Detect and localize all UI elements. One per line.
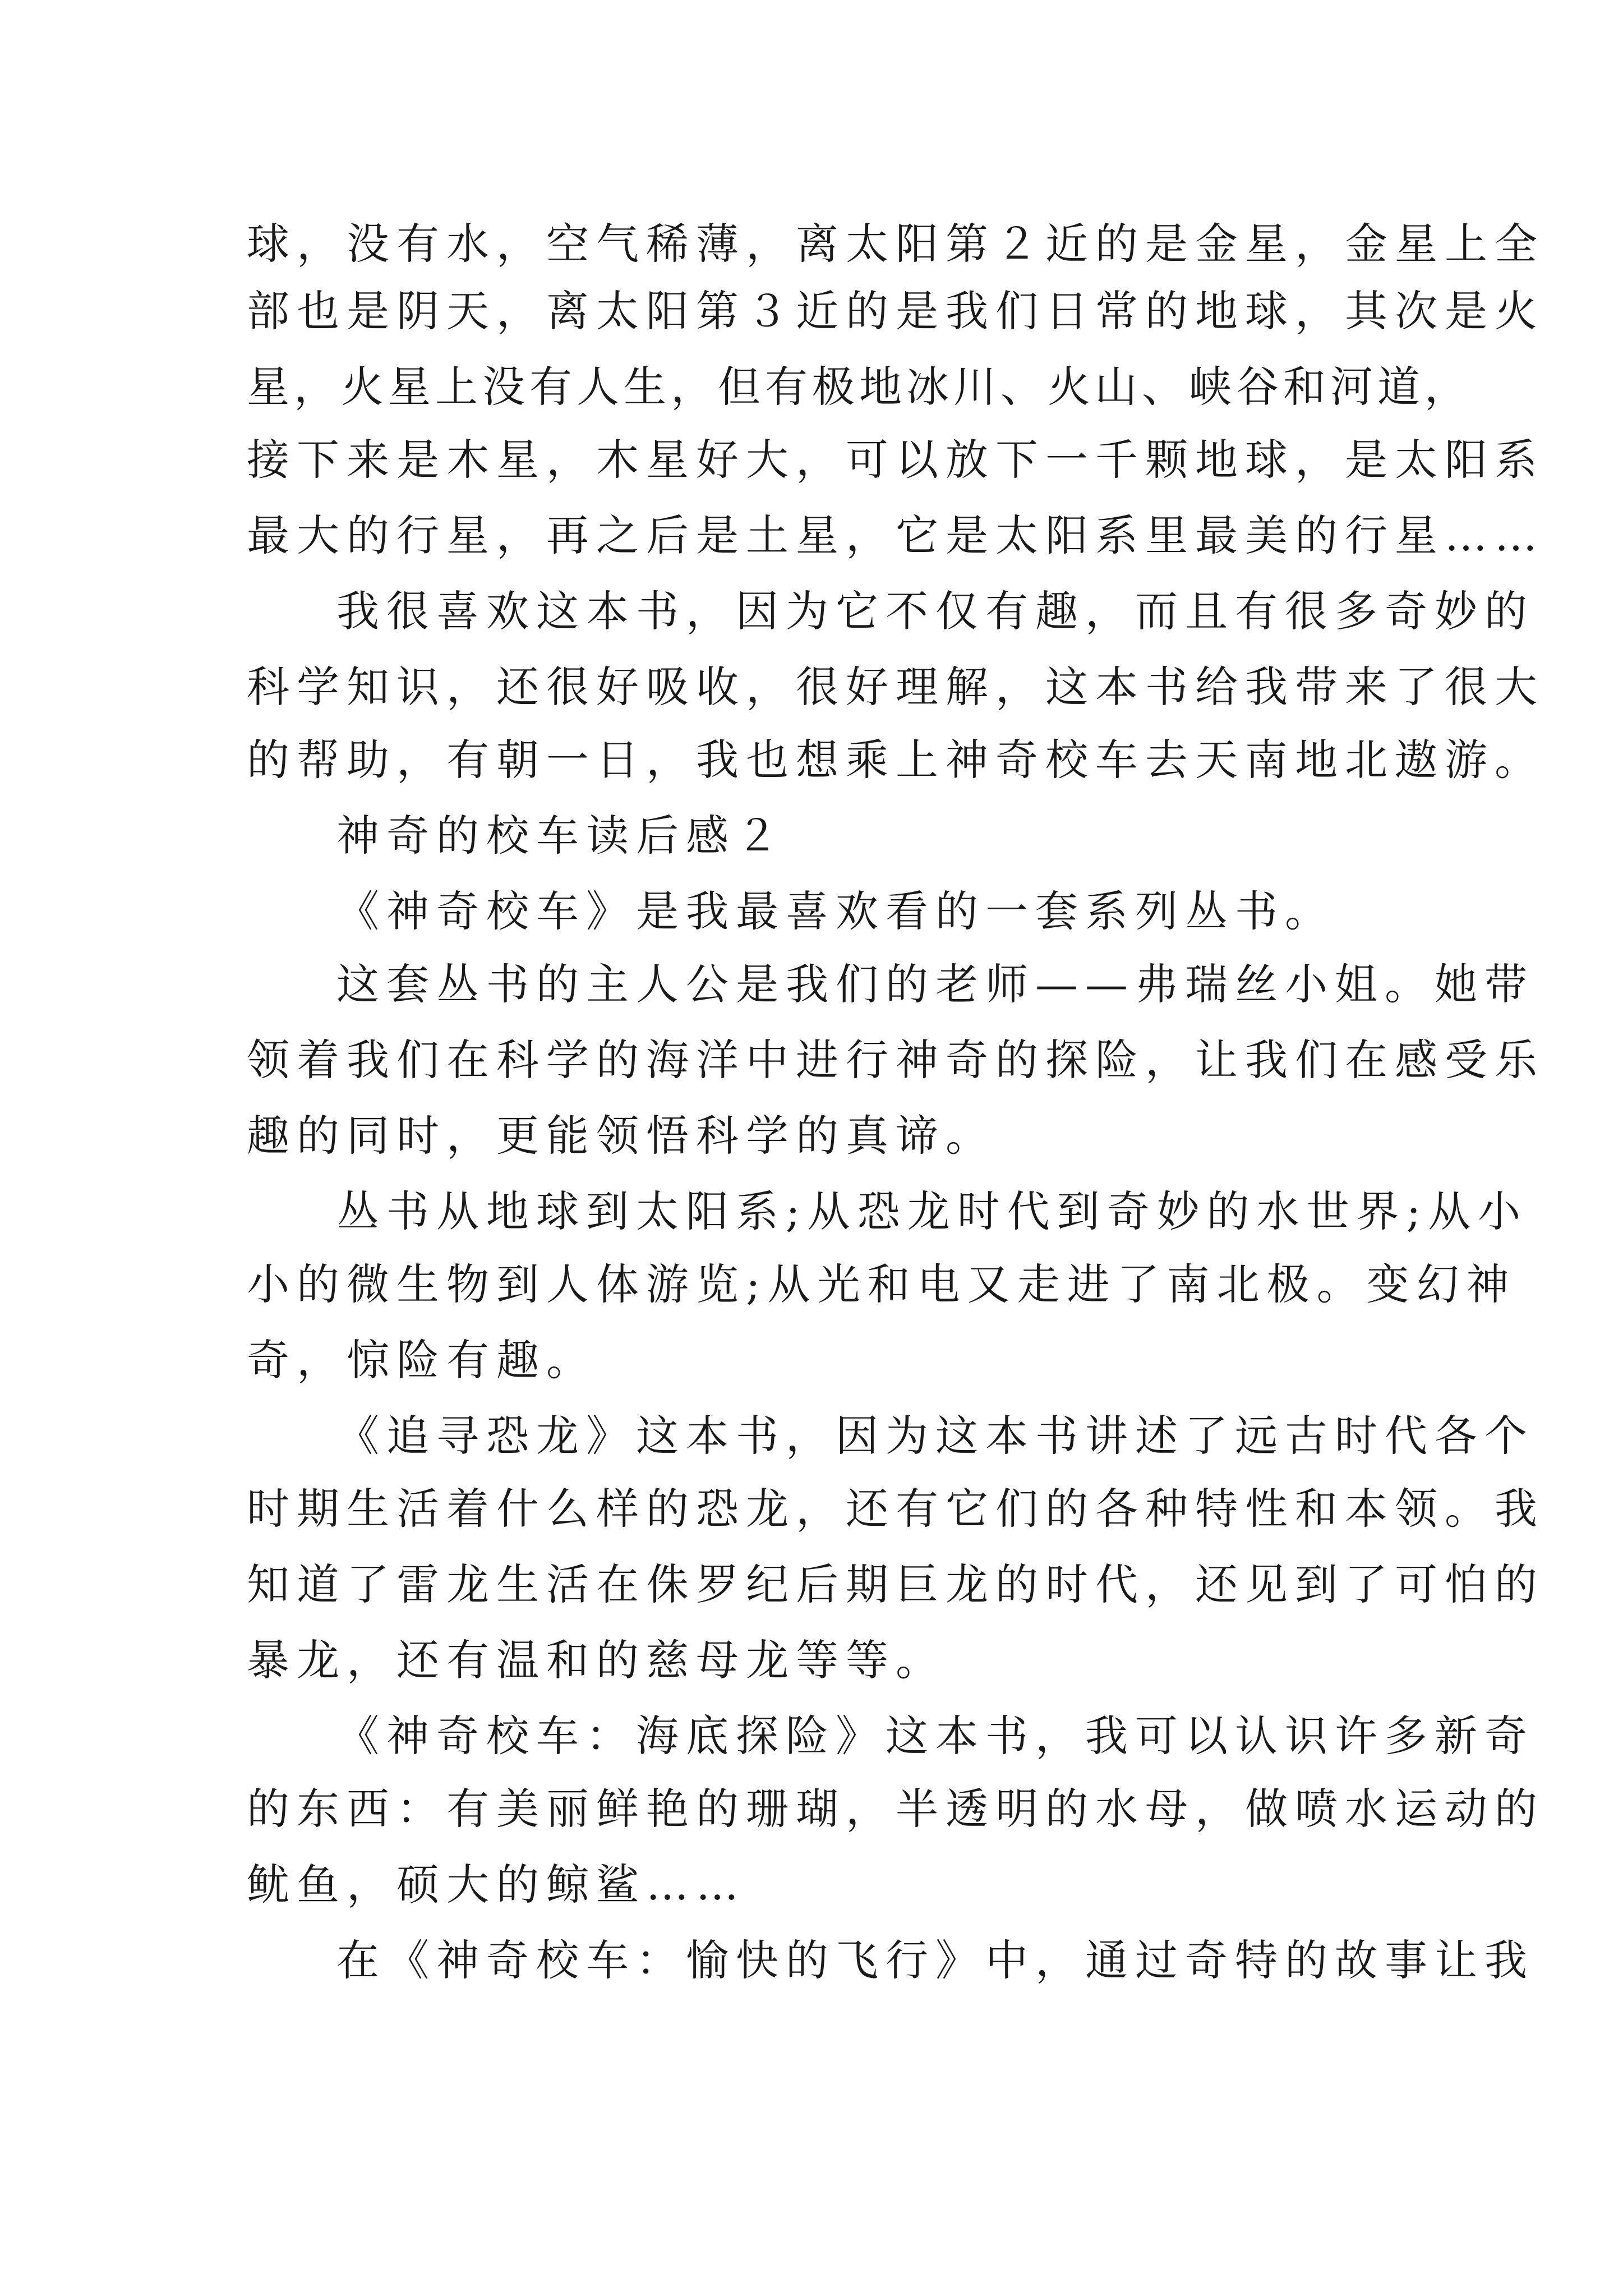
text-line: 知道了雷龙生活在侏罗纪后期巨龙的时代，还见到了可怕的 [247, 1559, 1544, 1609]
text-line: 《神奇校车》是我最喜欢看的一套系列丛书。 [336, 886, 1335, 936]
text-line: 领着我们在科学的海洋中进行神奇的探险，让我们在感受乐 [247, 1035, 1544, 1085]
text-line: 趣的同时，更能领悟科学的真谛。 [247, 1111, 995, 1161]
text-line: 部也是阴天，离太阳第３近的是我们日常的地球，其次是火 [247, 286, 1544, 336]
text-line: 这套丛书的主人公是我们的老师——弗瑞丝小姐。她带 [336, 959, 1534, 1009]
text-line: 接下来是木星，木星好大，可以放下一千颗地球，是太阳系 [247, 435, 1544, 485]
text-line: 最大的行星，再之后是土星，它是太阳系里最美的行星…… [247, 510, 1544, 560]
text-line: 的东西：有美丽鲜艳的珊瑚，半透明的水母，做喷水运动的 [247, 1784, 1544, 1834]
text-line: 《神奇校车：海底探险》这本书，我可以认识许多新奇 [336, 1711, 1534, 1761]
text-line: 小的微生物到人体游览;从光和电又走进了南北极。变幻神 [247, 1259, 1516, 1309]
text-line: 星，火星上没有人生，但有极地冰川、火山、峡谷和河道， [247, 362, 1472, 412]
text-line: 暴龙，还有温和的慈母龙等等。 [247, 1635, 946, 1685]
text-line: 我很喜欢这本书，因为它不仅有趣，而且有很多奇妙的 [336, 586, 1534, 636]
text-line: 鱿鱼，硕大的鲸鲨…… [247, 1860, 746, 1910]
text-line: 科学知识，还很好吸收，很好理解，这本书给我带来了很大 [247, 662, 1544, 712]
text-line: 时期生活着什么样的恐龙，还有它们的各种特性和本领。我 [247, 1484, 1544, 1534]
text-line: 的帮助，有朝一日，我也想乘上神奇校车去天南地北遨游。 [247, 735, 1544, 785]
text-line: 球，没有水，空气稀薄，离太阳第２近的是金星，金星上全 [247, 219, 1544, 269]
text-line: 《追寻恐龙》这本书，因为这本书讲述了远古时代各个 [336, 1411, 1534, 1461]
section-title: 神奇的校车读后感２ [336, 811, 786, 861]
text-line: 在《神奇校车：愉快的飞行》中，通过奇特的故事让我 [336, 1935, 1534, 1985]
text-line: 奇，惊险有趣。 [247, 1335, 596, 1385]
text-line: 丛书从地球到太阳系;从恐龙时代到奇妙的水世界;从小 [336, 1186, 1528, 1236]
